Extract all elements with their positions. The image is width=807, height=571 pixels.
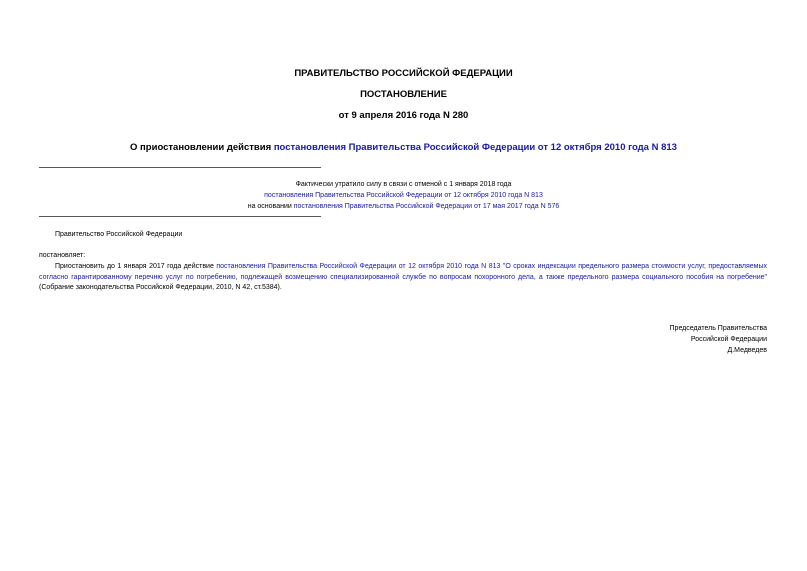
main-paragraph (39, 262, 767, 294)
status-note-line3 (0, 202, 807, 212)
status-note-link-1[interactable]: постановления Правительства Российской Федерации от 12 октября 2010 года N 813 (264, 192, 543, 199)
resolves-label: постановляет: (39, 252, 86, 259)
bottom-divider (39, 216, 321, 217)
signature-name: Д.Медведев (727, 347, 767, 354)
date-number-heading: от 9 апреля 2016 года N 280 (338, 110, 469, 121)
title-prefix: О приостановлении действия (130, 142, 274, 153)
paragraph-link[interactable]: постановления Правительства Российской Федерации от 12 октября 2010 года N 813 "О сроках индексации предельного размера стоимости услуг, предоставляемых согласно гарантированному перечню услуг по погребению, подлежащей возмещению специализированной службе по вопросам похоронного дела, а также предельного размера социального пособия на погребение" (39, 263, 768, 281)
status-note-line1: Фактически утратило силу в связи с отменой с 1 января 2018 года (295, 181, 512, 188)
document-title (0, 142, 807, 154)
government-heading: ПРАВИТЕЛЬСТВО РОССИЙСКОЙ ФЕДЕРАЦИИ (294, 68, 513, 79)
title-link[interactable]: постановления Правительства Российской Федерации от 12 октября 2010 года N 813 (273, 142, 677, 153)
signature-title-line2: Российской Федерации (690, 336, 767, 343)
document-type-heading: ПОСТАНОВЛЕНИЕ (360, 89, 447, 100)
signature-title-line1: Председатель Правительства (669, 325, 767, 332)
government-label: Правительство Российской Федерации (55, 231, 183, 238)
top-divider (39, 167, 321, 168)
status-note-line2 (0, 191, 807, 201)
paragraph-suffix: (Собрание законодательства Российской Федерации, 2010, N 42, ст.5384). (39, 284, 282, 291)
status-note-prefix: на основании (247, 203, 294, 210)
status-note-link-2[interactable]: постановления Правительства Российской Федерации от 17 мая 2017 года N 576 (293, 203, 560, 210)
paragraph-prefix: Приостановить до 1 января 2017 года действие (55, 263, 217, 270)
